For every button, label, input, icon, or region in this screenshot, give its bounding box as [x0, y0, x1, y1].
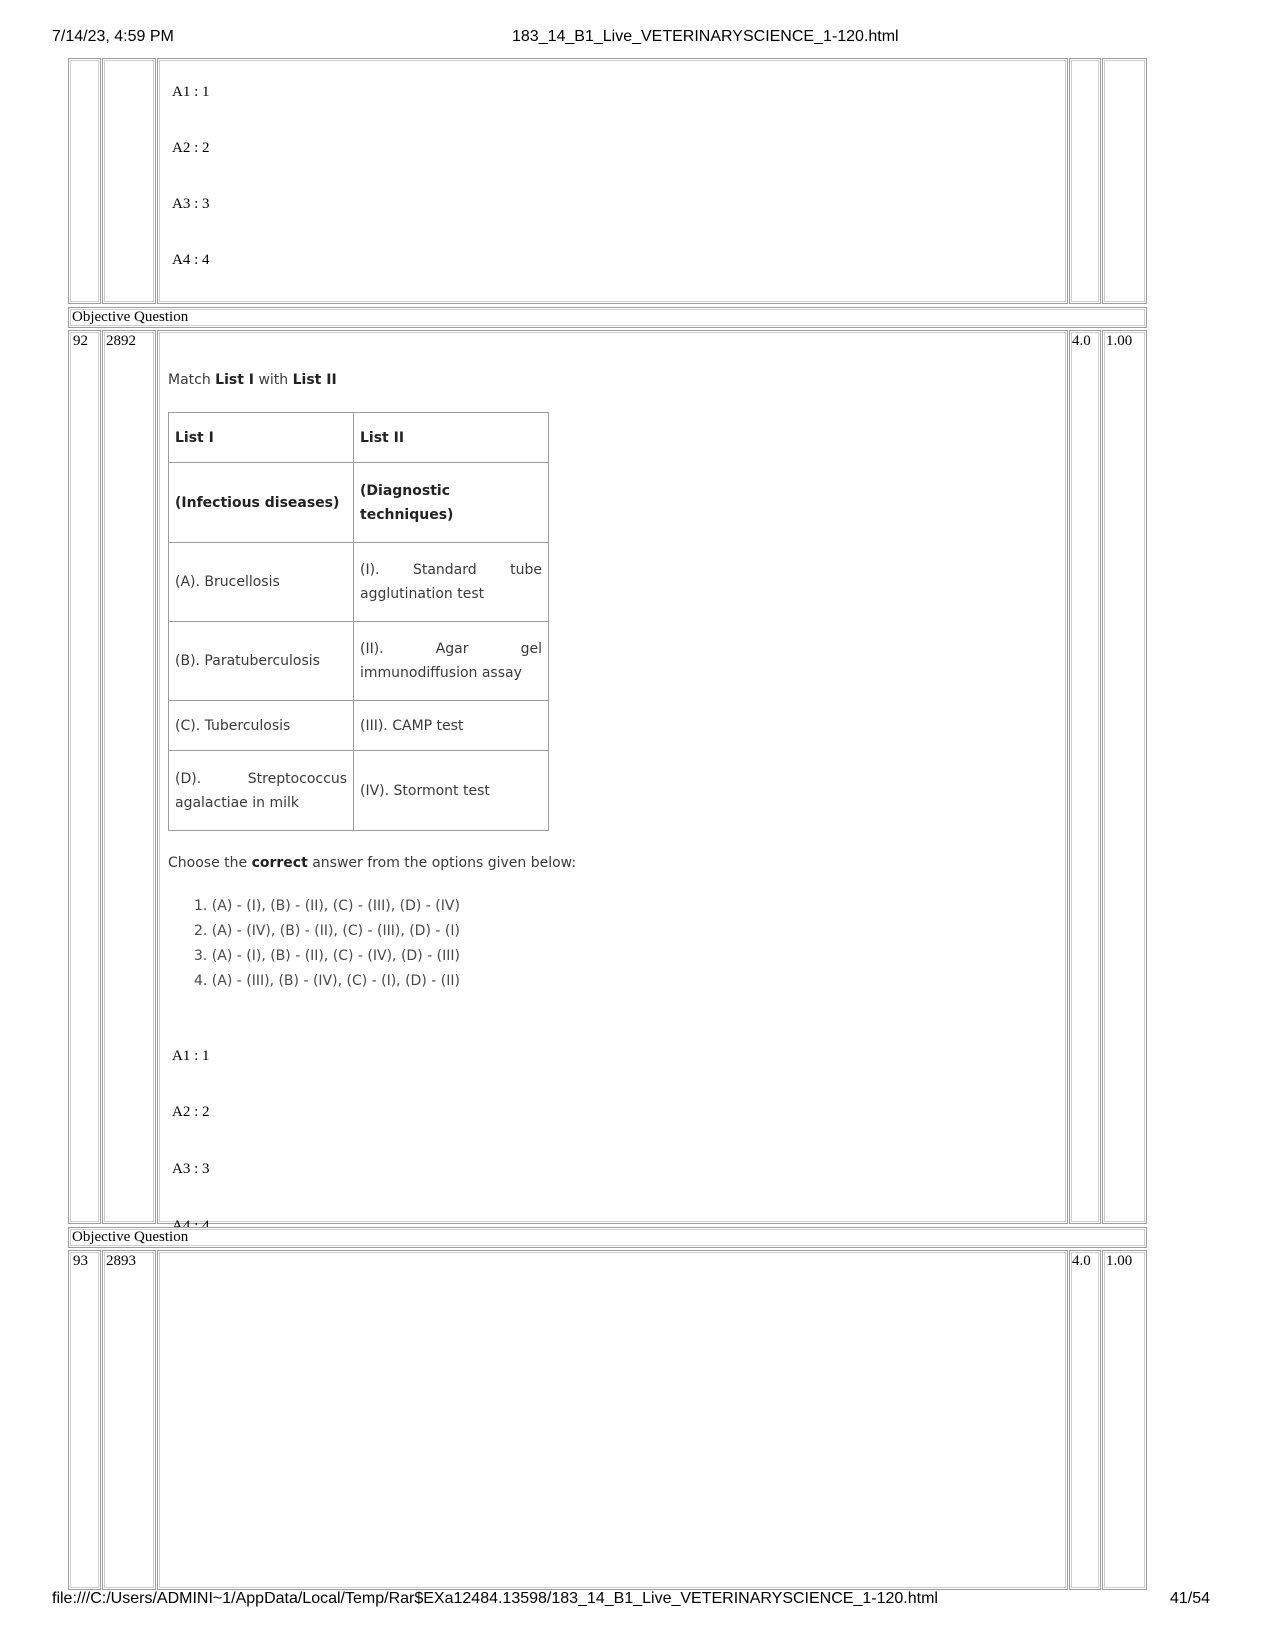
- table-cell-left: (D). Streptococcus agalactiae in milk: [169, 751, 354, 831]
- q92-answer-4: A4 : 4: [172, 1218, 210, 1234]
- prev-answer-3: A3 : 3: [172, 196, 210, 212]
- table-cell-left: (B). Paratuberculosis: [169, 622, 354, 701]
- prev-answer-4: A4 : 4: [172, 252, 210, 268]
- q93-id: 2893: [106, 1253, 136, 1269]
- table-row: [169, 543, 549, 622]
- option-item: 3. (A) - (I), (B) - (II), (C) - (IV), (D) - (III): [194, 948, 460, 964]
- table-header-list-2: List II: [360, 429, 405, 446]
- table-cell-right: (III). CAMP test: [354, 701, 549, 751]
- file-path: file:///C:/Users/ADMINI~1/AppData/Local/Temp/Rar$EXa12484.13598/183_14_B1_Live_VETERINARYSCIENCE_1-120.html: [52, 1590, 938, 1607]
- prev-neg-cell: [1102, 58, 1147, 304]
- q92-number-cell: [68, 330, 101, 1224]
- table-cell-right: (II). Agar gel immunodiffusion assay: [354, 622, 549, 701]
- table-row: [169, 751, 549, 831]
- q93-content-cell: [157, 1250, 1068, 1590]
- page-number: 41/54: [1170, 1590, 1211, 1607]
- table-row: [169, 622, 549, 701]
- q92-neg-cell: [1102, 330, 1147, 1224]
- table-header-list-1: List I: [175, 429, 214, 446]
- option-item: 2. (A) - (IV), (B) - (II), (C) - (III), (D) - (I): [194, 923, 460, 939]
- table-subheader-diseases: (Infectious diseases): [175, 494, 340, 511]
- q92-answer-2: A2 : 2: [172, 1104, 210, 1120]
- q93-number: 93: [73, 1253, 88, 1269]
- document-title: 183_14_B1_Live_VETERINARYSCIENCE_1-120.html: [512, 28, 899, 45]
- q93-type-label: Objective Question: [72, 1229, 189, 1245]
- q93-id-cell: [102, 1250, 156, 1590]
- table-cell-left: (A). Brucellosis: [169, 543, 354, 622]
- q92-marks-cell: [1069, 330, 1101, 1224]
- q93-neg-cell: [1102, 1250, 1147, 1590]
- table-row: [169, 701, 549, 751]
- prev-answer-2: A2 : 2: [172, 140, 210, 156]
- table-cell-right: (I). Standard tube agglutination test: [354, 543, 549, 622]
- table-cell-right: (IV). Stormont test: [354, 751, 549, 831]
- q92-answer-1: A1 : 1: [172, 1048, 210, 1064]
- q92-match-table: [168, 412, 549, 831]
- q93-marks: 4.0: [1072, 1253, 1091, 1269]
- q92-options-list: [194, 894, 460, 994]
- q93-negative-marks: 1.00: [1106, 1253, 1133, 1269]
- prev-marks-cell: [1069, 58, 1101, 304]
- q92-number: 92: [73, 333, 88, 349]
- prev-number-cell: [68, 58, 101, 304]
- q93-number-cell: [68, 1250, 101, 1590]
- prev-content-cell: [157, 58, 1068, 304]
- q93-type-row: [68, 1227, 1147, 1248]
- q92-instruction: Choose the correct answer from the options given below:: [168, 855, 577, 871]
- q92-type-label: Objective Question: [72, 309, 189, 325]
- q92-prompt: Match List I with List II: [168, 372, 337, 388]
- table-cell-left: (C). Tuberculosis: [169, 701, 354, 751]
- table-subheader-techniques: (Diagnostic techniques): [360, 482, 454, 523]
- q92-id-cell: [102, 330, 156, 1224]
- option-item: 1. (A) - (I), (B) - (II), (C) - (III), (D) - (IV): [194, 898, 460, 914]
- q92-answer-3: A3 : 3: [172, 1161, 210, 1177]
- q92-negative-marks: 1.00: [1106, 333, 1133, 349]
- prev-id-cell: [102, 58, 156, 304]
- q92-marks: 4.0: [1072, 333, 1091, 349]
- q93-marks-cell: [1069, 1250, 1101, 1590]
- print-datetime: 7/14/23, 4:59 PM: [52, 28, 174, 45]
- option-item: 4. (A) - (III), (B) - (IV), (C) - (I), (D) - (II): [194, 973, 460, 989]
- prev-answer-1: A1 : 1: [172, 84, 210, 100]
- q92-type-row: [68, 307, 1147, 328]
- q92-id: 2892: [106, 333, 136, 349]
